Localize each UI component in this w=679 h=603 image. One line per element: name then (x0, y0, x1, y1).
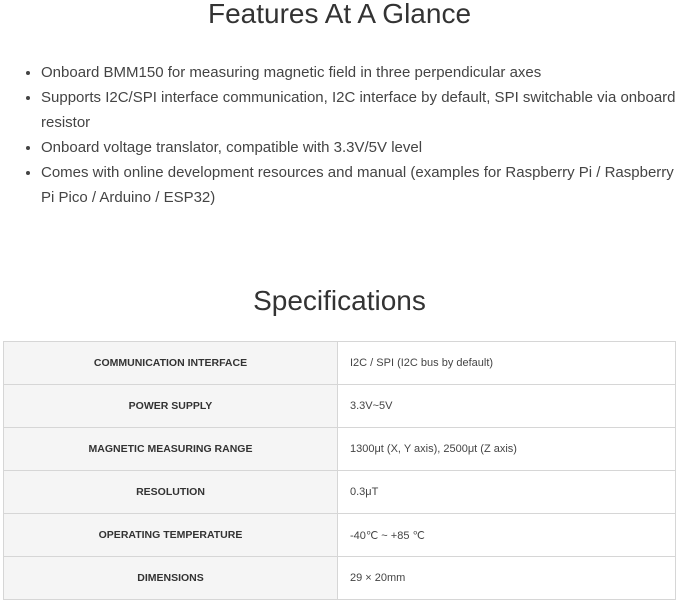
spec-label: COMMUNICATION INTERFACE (4, 342, 338, 385)
specifications-table (3, 341, 676, 600)
feature-item: • Supports I2C/SPI interface communication, I2C interface by default, SPI switchable via onboard resistor (41, 85, 679, 135)
table-row (4, 557, 676, 600)
table-row (4, 385, 676, 428)
spec-value: I2C / SPI (I2C bus by default) (338, 342, 676, 385)
spec-label: OPERATING TEMPERATURE (4, 514, 338, 557)
table-row (4, 428, 676, 471)
spec-value: 29 × 20mm (338, 557, 676, 600)
spec-value: 0.3μT (338, 471, 676, 514)
feature-item: • Comes with online development resources and manual (examples for Raspberry Pi / Raspberry Pi Pico / Arduino / ESP32) (41, 160, 679, 210)
table-row (4, 514, 676, 557)
table-row (4, 342, 676, 385)
spec-label: RESOLUTION (4, 471, 338, 514)
specifications-title: Specifications (253, 285, 426, 316)
feature-item: • Onboard BMM150 for measuring magnetic field in three perpendicular axes (41, 60, 679, 85)
spec-value: 1300μt (X, Y axis), 2500μt (Z axis) (338, 428, 676, 471)
spec-label: POWER SUPPLY (4, 385, 338, 428)
features-list (20, 60, 679, 210)
feature-item: • Onboard voltage translator, compatible with 3.3V/5V level (41, 135, 679, 160)
table-row (4, 471, 676, 514)
spec-label: MAGNETIC MEASURING RANGE (4, 428, 338, 471)
spec-value: 3.3V~5V (338, 385, 676, 428)
spec-value: -40℃ ~ +85 ℃ (338, 514, 676, 557)
spec-label: DIMENSIONS (4, 557, 338, 600)
features-title: Features At A Glance (207, 0, 472, 29)
